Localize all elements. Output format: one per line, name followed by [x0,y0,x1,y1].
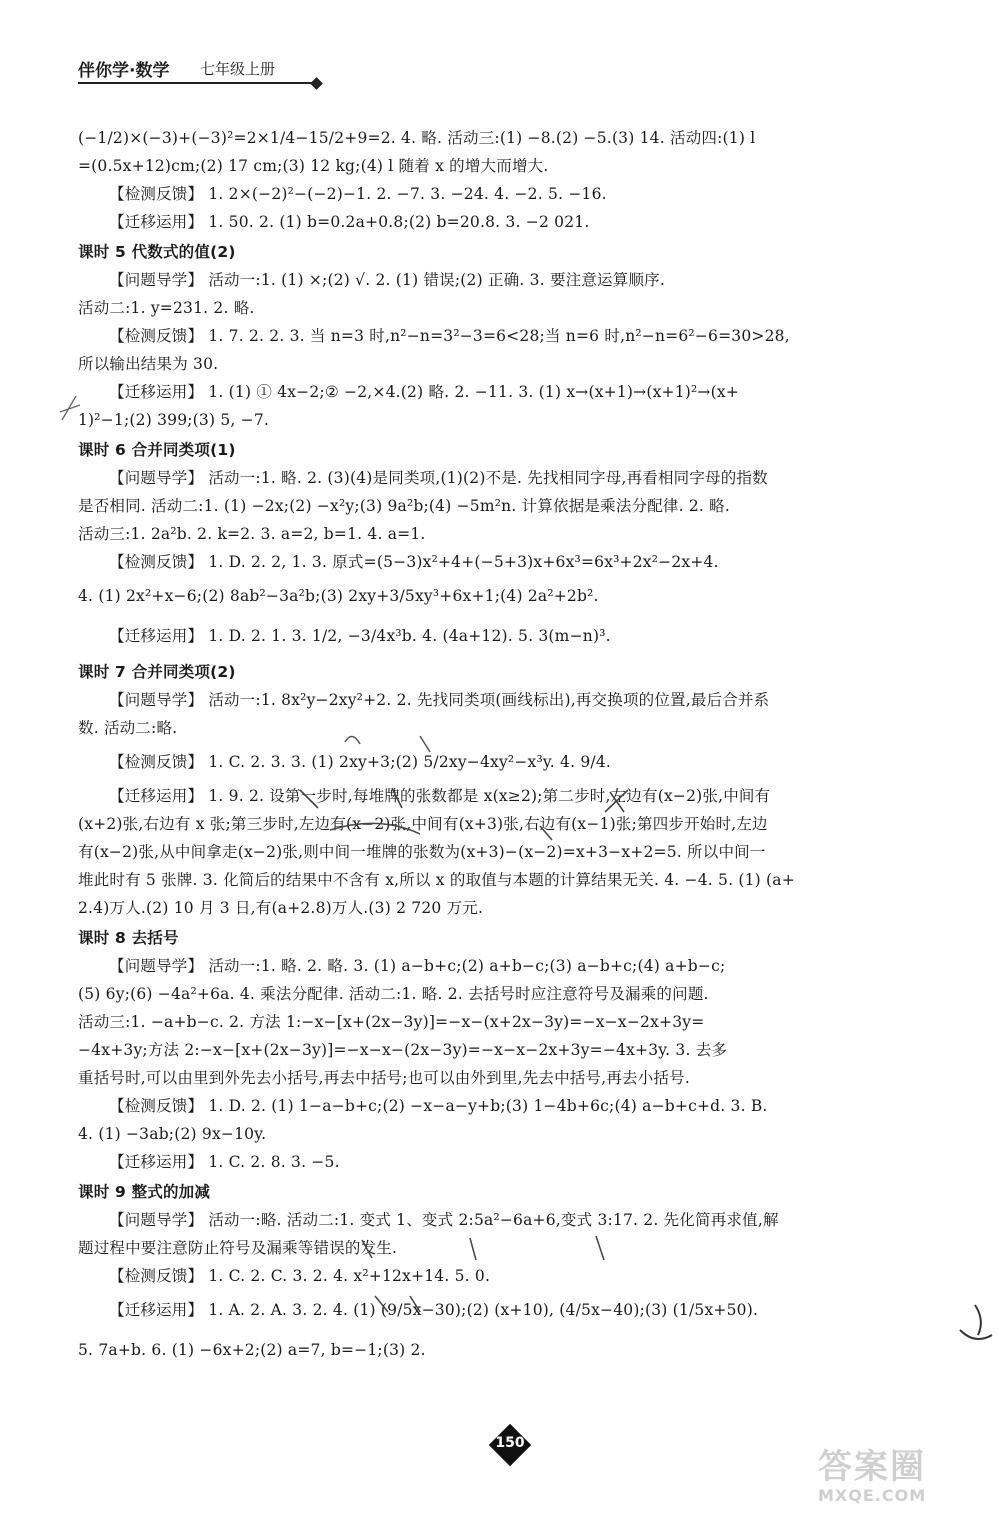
header-diamond-icon [310,77,323,90]
answer-line: 【检测反馈】 1. C. 2. C. 3. 2. 4. x²+12x+14. 5. 0. [109,1267,491,1285]
answer-line: 数. 活动二:略. [78,719,178,737]
answer-line: 活动二:1. y=231. 2. 略. [78,299,255,317]
watermark-url: MXQE.COM [818,1486,927,1505]
answer-line: 【检测反馈】 1. 7. 2. 2. 3. 当 n=3 时,n²−n=3²−3=6<28;当 n=6 时,n²−n=6²−6=30>28, [109,327,790,345]
answer-line: 【问题导学】 活动一:1. (1) ×;(2) √. 2. (1) 错误;(2) 正确. 3. 要注意运算顺序. [109,271,665,289]
answer-line: 【问题导学】 活动一:1. 8x²y−2xy²+2. 2. 先找同类项(画线标出),再交换项的位置,最后合并系 [109,691,770,709]
answer-line: 【问题导学】 活动一:略. 活动二:1. 变式 1、变式 2:5a²−6a+6,变式 3:17. 2. 先化简再求值,解 [109,1211,779,1229]
pen-stroke [960,1305,992,1339]
answer-line: 【检测反馈】 1. 2×(−2)²−(−2)−1. 2. −7. 3. −24. 4. −2. 5. −16. [109,185,607,203]
answer-line: (x+2)张,右边有 x 张;第三步时,左边有(x−2)张,中间有(x+3)张,右边有(x−1)张;第四步开始时,左边 [78,815,768,833]
answer-line: 活动三:1. −a+b−c. 2. 方法 1:−x−[x+(2x−3y)]=−x−(x+2x−3y)=−x−x−2x+3y= [78,1013,705,1031]
answer-line: 有(x−2)张,从中间拿走(x−2)张,则中间一堆牌的张数为(x+3)−(x−2)=x+3−x+2=5. 所以中间一 [78,843,766,861]
running-header [78,54,313,84]
answer-line: (5) 6y;(6) −4a²+6a. 4. 乘法分配律. 活动二:1. 略. 2. 去括号时应注意符号及漏乘的问题. [78,985,709,1003]
answer-line: −4x+3y;方法 2:−x−[x+(2x−3y)]=−x−x−(2x−3y)=−x−x−2x+3y=−4x+3y. 3. 去多 [78,1041,728,1059]
lesson-heading: 课时 5 代数式的值(2) [78,243,236,261]
answer-line: 【迁移运用】 1. D. 2. 1. 3. 1/2, −3/4x³b. 4. (4a+12). 5. 3(m−n)³. [109,627,611,645]
watermark [818,1448,993,1508]
answer-line: 【迁移运用】 1. C. 2. 8. 3. −5. [109,1153,340,1171]
answer-line: 1)²−1;(2) 399;(3) 5, −7. [78,411,270,429]
answer-line: 【迁移运用】 1. 50. 2. (1) b=0.2a+0.8;(2) b=20.8. 3. −2 021. [109,213,590,231]
lesson-heading: 课时 6 合并同类项(1) [78,441,236,459]
answer-body [78,124,948,1370]
pen-stroke [60,396,80,420]
book-title: 伴你学·数学 [78,61,170,81]
answer-line: 所以输出结果为 30. [78,355,219,373]
lesson-heading: 课时 7 合并同类项(2) [78,663,236,681]
answer-line: 【检测反馈】 1. D. 2. (1) 1−a−b+c;(2) −x−a−y+b;(3) 1−4b+6c;(4) a−b+c+d. 3. B. [109,1097,768,1115]
watermark-main: 答案圈 [818,1447,926,1487]
page-number: 150 [495,1435,525,1451]
lesson-heading: 课时 9 整式的加减 [78,1183,211,1201]
answer-line: 【问题导学】 活动一:1. 略. 2. (3)(4)是同类项,(1)(2)不是. 先找相同字母,再看相同字母的指数 [109,469,768,487]
answer-line: 活动三:1. 2a²b. 2. k=2. 3. a=2, b=1. 4. a=1. [78,525,426,543]
lesson-heading: 课时 8 去括号 [78,929,179,947]
answer-line: 4. (1) 2x²+x−6;(2) 8ab²−3a²b;(3) 2xy+3/5xy³+6x+1;(4) 2a²+2b². [78,587,599,605]
answer-line: 2.4)万人.(2) 10 月 3 日,有(a+2.8)万人.(3) 2 720 万元. [78,899,484,917]
answer-line: 题过程中要注意防止符号及漏乘等错误的发生. [78,1239,398,1257]
answer-line: 【迁移运用】 1. A. 2. A. 3. 2. 4. (1) (9/5x−30);(2) (x+10), (4/5x−40);(3) (1/5x+50). [109,1301,759,1319]
answer-line: 【问题导学】 活动一:1. 略. 2. 略. 3. (1) a−b+c;(2) a+b−c;(3) a−b+c;(4) a+b−c; [109,957,726,975]
answer-line: 5. 7a+b. 6. (1) −6x+2;(2) a=7, b=−1;(3) 2. [78,1341,426,1359]
answer-line: (−1/2)×(−3)+(−3)²=2×1/4−15/2+9=2. 4. 略. 活动三:(1) −8.(2) −5.(3) 14. 活动四:(1) l [78,129,756,147]
answer-line: 4. (1) −3ab;(2) 9x−10y. [78,1125,267,1143]
grade-label: 七年级上册 [200,60,276,78]
answer-line: 是否相同. 活动二:1. (1) −2x;(2) −x²y;(3) 9a²b;(4) −5m²n. 计算依据是乘法分配律. 2. 略. [78,497,731,515]
answer-line: 【迁移运用】 1. (1) ① 4x−2;② −2,×4.(2) 略. 2. −11. 3. (1) x→(x+1)→(x+1)²→(x+ [109,383,739,401]
page-number-badge [489,1424,531,1466]
answer-line: 【检测反馈】 1. C. 2. 3. 3. (1) 2xy+3;(2) 5/2xy−4xy²−x³y. 4. 9/4. [109,753,612,771]
answer-line: 堆此时有 5 张牌. 3. 化简后的结果中不含有 x,所以 x 的取值与本题的计算结果无关. 4. −4. 5. (1) (a+ [78,871,795,889]
answer-line: =(0.5x+12)cm;(2) 17 cm;(3) 12 kg;(4) l 随着 x 的增大而增大. [78,157,549,175]
answer-line: 【检测反馈】 1. D. 2. 2, 1. 3. 原式=(5−3)x²+4+(−5+3)x+6x³=6x³+2x²−2x+4. [109,553,719,571]
answer-line: 重括号时,可以由里到外先去小括号,再去中括号;也可以由外到里,先去中括号,再去小括号. [78,1069,690,1087]
answer-line: 【迁移运用】 1. 9. 2. 设第一步时,每堆牌的张数都是 x(x≥2);第二步时,左边有(x−2)张,中间有 [109,787,771,805]
